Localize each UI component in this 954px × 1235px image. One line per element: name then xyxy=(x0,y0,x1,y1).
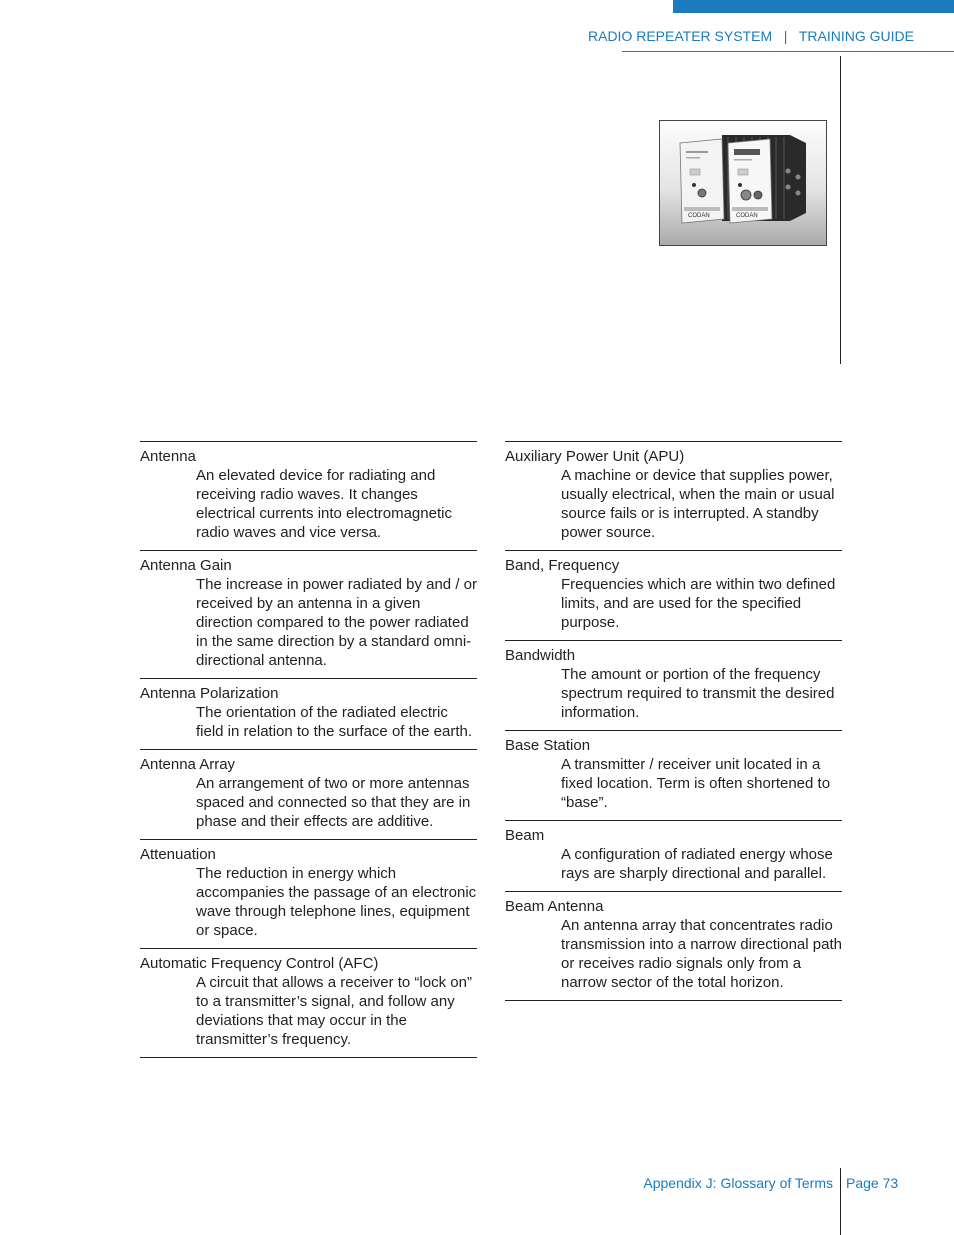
svg-text:CODAN: CODAN xyxy=(736,213,758,219)
glossary-definition: The amount or portion of the frequency spectrum required to transmit the desired information. xyxy=(561,666,835,721)
glossary-term: Antenna Array xyxy=(140,756,236,773)
glossary-definition: An elevated device for radiating and receiving radio waves. It changes electrical currents into electromagnetic radio waves and vice versa. xyxy=(196,467,452,541)
glossary-term: Antenna Polarization xyxy=(140,685,279,702)
glossary-entry xyxy=(505,640,842,730)
glossary-term: Beam xyxy=(505,827,545,844)
repeater-modules-illustration xyxy=(660,121,827,246)
glossary-entry xyxy=(140,749,477,839)
glossary-entry xyxy=(505,550,842,640)
glossary-entry xyxy=(140,441,477,550)
glossary-definition: Frequencies which are within two defined limits, and are used for the specified purpose. xyxy=(561,576,836,631)
glossary-column-left xyxy=(140,441,477,1058)
footer-rule xyxy=(840,1168,841,1235)
header-rule xyxy=(622,51,954,52)
glossary-entry xyxy=(505,730,842,820)
footer-section-title: Appendix J: Glossary of Terms xyxy=(643,1175,833,1191)
glossary-term: Beam Antenna xyxy=(505,898,604,915)
glossary-definition: The reduction in energy which accompanies the passage of an electronic wave through telephone lines, equipment or space. xyxy=(196,865,477,939)
glossary-term: Base Station xyxy=(505,737,591,754)
glossary-term: Antenna Gain xyxy=(140,557,232,574)
glossary-term: Auxiliary Power Unit (APU) xyxy=(505,448,685,465)
glossary-entry xyxy=(140,678,477,749)
glossary-definition: An antenna array that concentrates radio transmission into a narrow directional path or receives radio signals only from a narrow sector of the total horizon. xyxy=(561,917,842,991)
glossary-definition: A transmitter / receiver unit located in a fixed location. Term is often shortened to “base”. xyxy=(561,756,831,811)
glossary-term: Automatic Frequency Control (AFC) xyxy=(140,955,379,972)
glossary-entry xyxy=(505,820,842,891)
margin-rule xyxy=(840,56,841,364)
glossary-column-right xyxy=(505,441,842,1001)
glossary-entry xyxy=(505,891,842,1001)
glossary-definition: An arrangement of two or more antennas spaced and connected so that they are in phase and their effects are additive. xyxy=(196,775,471,830)
brand-logo: CODAN xyxy=(688,213,710,219)
repeater-modules-photo xyxy=(659,120,827,246)
running-header: RADIO REPEATER SYSTEM | TRAINING GUIDE xyxy=(588,28,914,44)
glossary-entry xyxy=(140,948,477,1058)
glossary-definition: A configuration of radiated energy whose rays are sharply directional and parallel. xyxy=(561,846,833,882)
glossary-definition: The orientation of the radiated electric field in relation to the surface of the earth. xyxy=(196,704,472,740)
glossary-entry xyxy=(505,441,842,550)
glossary-term: Attenuation xyxy=(140,846,216,863)
header-accent-bar xyxy=(673,0,954,13)
glossary-entry xyxy=(140,550,477,678)
glossary-definition: A circuit that allows a receiver to “lock on” to a transmitter’s signal, and follow any deviations that may occur in the transmitter’s frequency. xyxy=(196,974,472,1048)
glossary-definition: A machine or device that supplies power, usually electrical, when the main or usual source fails or is interrupted. A standby power source. xyxy=(561,467,835,541)
glossary-term: Bandwidth xyxy=(505,647,576,664)
glossary-entry xyxy=(140,839,477,948)
glossary-definition: The increase in power radiated by and / or received by an antenna in a given direction compared to the power radiated in the same direction by a standard omni-directional antenna. xyxy=(196,576,477,669)
page-number: Page 73 xyxy=(846,1175,899,1191)
glossary-term: Band, Frequency xyxy=(505,557,620,574)
glossary-term: Antenna xyxy=(140,448,196,465)
